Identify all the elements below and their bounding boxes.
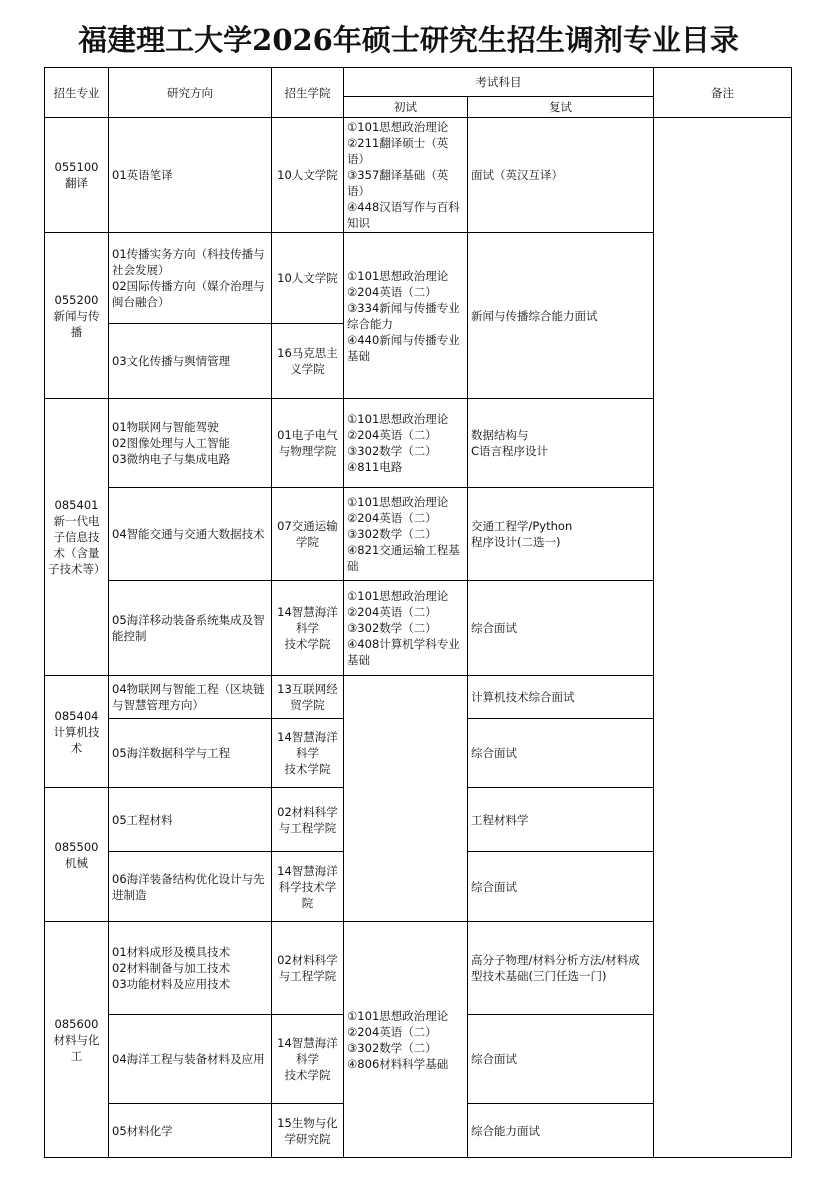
- remark-cell: [654, 118, 792, 1158]
- college-cell: 02材料科学与工程学院: [272, 922, 344, 1015]
- header-major: 招生专业: [45, 68, 109, 118]
- retest-cell: 新闻与传播综合能力面试: [468, 233, 654, 399]
- initial-exam-cell: ①101思想政治理论 ②204英语（二） ③302数学（二） ④408计算机学科专业基础: [344, 581, 468, 676]
- retest-cell: 综合面试: [468, 719, 654, 788]
- page-title: 福建理工大学2026年硕士研究生招生调剂专业目录: [78, 23, 739, 57]
- catalog-table: [44, 67, 792, 1158]
- college-cell: 07交通运输学院: [272, 488, 344, 581]
- initial-exam-cell: ①101思想政治理论 ②211翻译硕士（英语） ③357翻译基础（英语） ④448汉语写作与百科知识: [344, 118, 468, 233]
- college-cell: 14智慧海洋科学 技术学院: [272, 719, 344, 788]
- direction-cell: 01英语笔译: [109, 118, 272, 233]
- direction-cell: 03文化传播与舆情管理: [109, 324, 272, 399]
- header-exam: 考试科目: [344, 68, 654, 97]
- retest-cell: 高分子物理/材料分析方法/材料成型技术基础(三门任选一门): [468, 922, 654, 1015]
- header-direction: 研究方向: [109, 68, 272, 118]
- college-cell: 15生物与化学研究院: [272, 1104, 344, 1158]
- direction-cell: 05材料化学: [109, 1104, 272, 1158]
- direction-cell: 05海洋数据科学与工程: [109, 719, 272, 788]
- college-cell: 10人文学院: [272, 118, 344, 233]
- major-cell: 055200 新闻与传播: [45, 233, 109, 399]
- college-cell: 14智慧海洋科学技术学院: [272, 852, 344, 922]
- header-row: [45, 68, 792, 97]
- retest-cell: 计算机技术综合面试: [468, 676, 654, 719]
- direction-cell: 04海洋工程与装备材料及应用: [109, 1015, 272, 1104]
- retest-cell: 面试（英汉互译）: [468, 118, 654, 233]
- major-cell: 085600 材料与化工: [45, 922, 109, 1158]
- direction-cell: 06海洋装备结构优化设计与先进制造: [109, 852, 272, 922]
- college-cell: 13互联网经贸学院: [272, 676, 344, 719]
- major-cell: 085401 新一代电子信息技术（含量子技术等）: [45, 399, 109, 676]
- initial-exam-cell: ①101思想政治理论 ②204英语（二） ③302数学（二） ④811电路: [344, 399, 468, 488]
- college-cell: 10人文学院: [272, 233, 344, 324]
- initial-exam-cell: ①101思想政治理论 ②204英语（二） ③302数学（二） ④821交通运输工程基础: [344, 488, 468, 581]
- college-cell: 14智慧海洋科学 技术学院: [272, 1015, 344, 1104]
- direction-cell: 01物联网与智能驾驶 02图像处理与人工智能 03微纳电子与集成电路: [109, 399, 272, 488]
- college-cell: 14智慧海洋科学 技术学院: [272, 581, 344, 676]
- direction-cell: 04物联网与智能工程（区块链与智慧管理方向）: [109, 676, 272, 719]
- initial-exam-cell-empty: [344, 676, 468, 922]
- major-cell: 085500 机械: [45, 788, 109, 922]
- direction-cell: 05海洋移动装备系统集成及智能控制: [109, 581, 272, 676]
- retest-cell: 综合面试: [468, 1015, 654, 1104]
- direction-cell: 01材料成形及模具技术 02材料制备与加工技术 03功能材料及应用技术: [109, 922, 272, 1015]
- direction-cell: 05工程材料: [109, 788, 272, 852]
- initial-exam-cell: ①101思想政治理论 ②204英语（二） ③302数学（二） ④806材料科学基础: [344, 922, 468, 1158]
- retest-cell: 综合面试: [468, 852, 654, 922]
- retest-cell: 综合能力面试: [468, 1104, 654, 1158]
- direction-cell: 04智能交通与交通大数据技术: [109, 488, 272, 581]
- header-college: 招生学院: [272, 68, 344, 118]
- initial-exam-cell: ①101思想政治理论 ②204英语（二） ③334新闻与传播专业综合能力 ④440新闻与传播专业基础: [344, 233, 468, 399]
- retest-cell: 交通工程学/Python 程序设计(二选一): [468, 488, 654, 581]
- retest-cell: 综合面试: [468, 581, 654, 676]
- major-cell: 055100 翻译: [45, 118, 109, 233]
- retest-cell: 数据结构与 C语言程序设计: [468, 399, 654, 488]
- college-cell: 16马克思主义学院: [272, 324, 344, 399]
- header-remark: 备注: [654, 68, 792, 118]
- table-row: [45, 118, 792, 233]
- major-cell: 085404 计算机技术: [45, 676, 109, 788]
- header-initial: 初试: [344, 97, 468, 118]
- college-cell: 01电子电气与物理学院: [272, 399, 344, 488]
- header-retest: 复试: [468, 97, 654, 118]
- direction-cell: 01传播实务方向（科技传播与社会发展） 02国际传播方向（媒介治理与闽台融合）: [109, 233, 272, 324]
- college-cell: 02材料科学与工程学院: [272, 788, 344, 852]
- retest-cell: 工程材料学: [468, 788, 654, 852]
